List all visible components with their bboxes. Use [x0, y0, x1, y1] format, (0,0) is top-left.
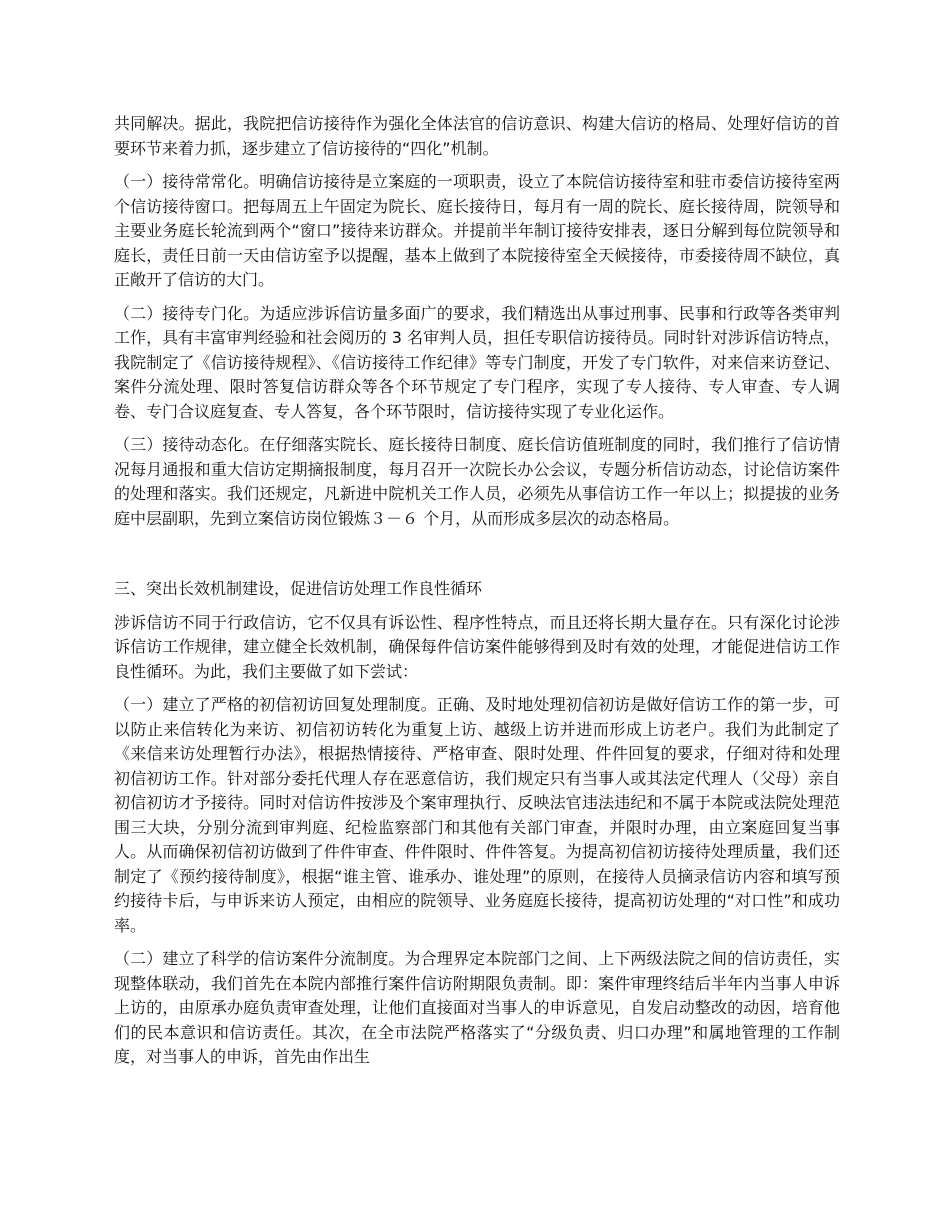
paragraph-intro: 共同解决。据此，我院把信访接待作为强化全体法官的信访意识、构建大信访的格局、处理好信访的首要环节来着力抓，逐步建立了信访接待的“四化”机制。 — [114, 114, 840, 158]
document-page — [114, 112, 840, 1079]
section-heading: 三、突出长效机制建设，促进信访处理工作良性循环 — [114, 579, 483, 598]
paragraph-reception-specialization: （二）接待专门化。为适应涉诉信访量多面广的要求，我们精选出从事过刑事、民事和行政等各类审判工作，具有丰富审判经验和社会阅历的 3 名审判人员，担任专职信访接待员。同时针对涉诉信访特点，我院制定了《信访接待规程》、《信访接待工作纪律》等专门制度，开发了专门软件，对来信来访登记、案件分流处理、限时答复信访群众等各个环节规定了专门程序，实现了专人接待、专人审查、专人调卷、专门合议庭复查、专人答复，各个环节限时，信访接待实现了专业化运作。 — [114, 303, 840, 421]
paragraph-case-diversion-system: （二）建立了科学的信访案件分流制度。为合理界定本院部门之间、上下两级法院之间的信访责任，实现整体联动，我们首先在本院内部推行案件信访附期限负责制。即：案件审理终结后半年内当事人申诉上访的，由原承办庭负责审查处理，让他们直接面对当事人的申诉意见，自发启动整改的动因，培育他们的民本意识和信访责任。其次，在全市法院严格落实了“分级负责、归口办理”和属地管理的工作制度，对当事人的申诉，首先由作出生 — [114, 949, 840, 1066]
paragraph-reception-dynamic: （三）接待动态化。在仔细落实院长、庭长接待日制度、庭长信访值班制度的同时，我们推行了信访情况每月通报和重大信访定期摘报制度，每月召开一次院长办公会议，专题分析信访动态，讨论信访案件的处理和落实。我们还规定，凡新进中院机关工作人员，必须先从事信访工作一年以上；拟提拔的业务庭中层副职，先到立案信访岗位锻炼３－６ 个月，从而形成多层次的动态格局。 — [114, 435, 840, 528]
paragraph-initial-petition-system: （一）建立了严格的初信初访回复处理制度。正确、及时地处理初信初访是做好信访工作的第一步，可以防止来信转化为来访、初信初访转化为重复上访、越级上访并进而形成上访老户。我们为此制定了《来信来访处理暂行办法》，根据热情接待、严格审查、限时处理、件件回复的要求，仔细对待和处理初信初访工作。针对部分委托代理人存在恶意信访，我们规定只有当事人或其法定代理人（父母）亲自初信初访才予接待。同时对信访件按涉及个案审理执行、反映法官违法违纪和不属于本院或法院处理范围三大块，分别分流到审判庭、纪检监察部门和其他有关部门审查，并限时办理，由立案庭回复当事人。从而确保初信初访做到了件件审查、件件限时、件件答复。为提高初信初访接待处理质量，我们还制定了《预约接待制度》，根据“谁主管、谁承办、谁处理”的原则，在接待人员摘录信访内容和填写预约接待卡后，与申诉来访人预定，由相应的院领导、业务庭庭长接待，提高初访处理的“对口性”和成功率。 — [114, 695, 840, 935]
section-spacer — [114, 540, 840, 577]
paragraph-section-intro: 涉诉信访不同于行政信访，它不仅具有诉讼性、程序性特点，而且还将长期大量存在。只有深化讨论涉诉信访工作规律，建立健全长效机制，确保每件信访案件能够得到及时有效的处理，才能促进信访工作良性循环。为此，我们主要做了如下尝试： — [114, 612, 840, 681]
paragraph-reception-regularization: （一）接待常常化。明确信访接待是立案庭的一项职责，设立了本院信访接待室和驻市委信访接待室两个信访接待窗口。把每周五上午固定为院长、庭长接待日，每月有一周的院长、庭长接待周，院领导和主要业务庭长轮流到两个“窗口”接待来访群众。并提前半年制订接待安排表，逐日分解到每位院领导和庭长，责任日前一天由信访室予以提醒，基本上做到了本院接待室全天候接待，市委接待周不缺位，真正敞开了信访的大门。 — [114, 172, 840, 289]
